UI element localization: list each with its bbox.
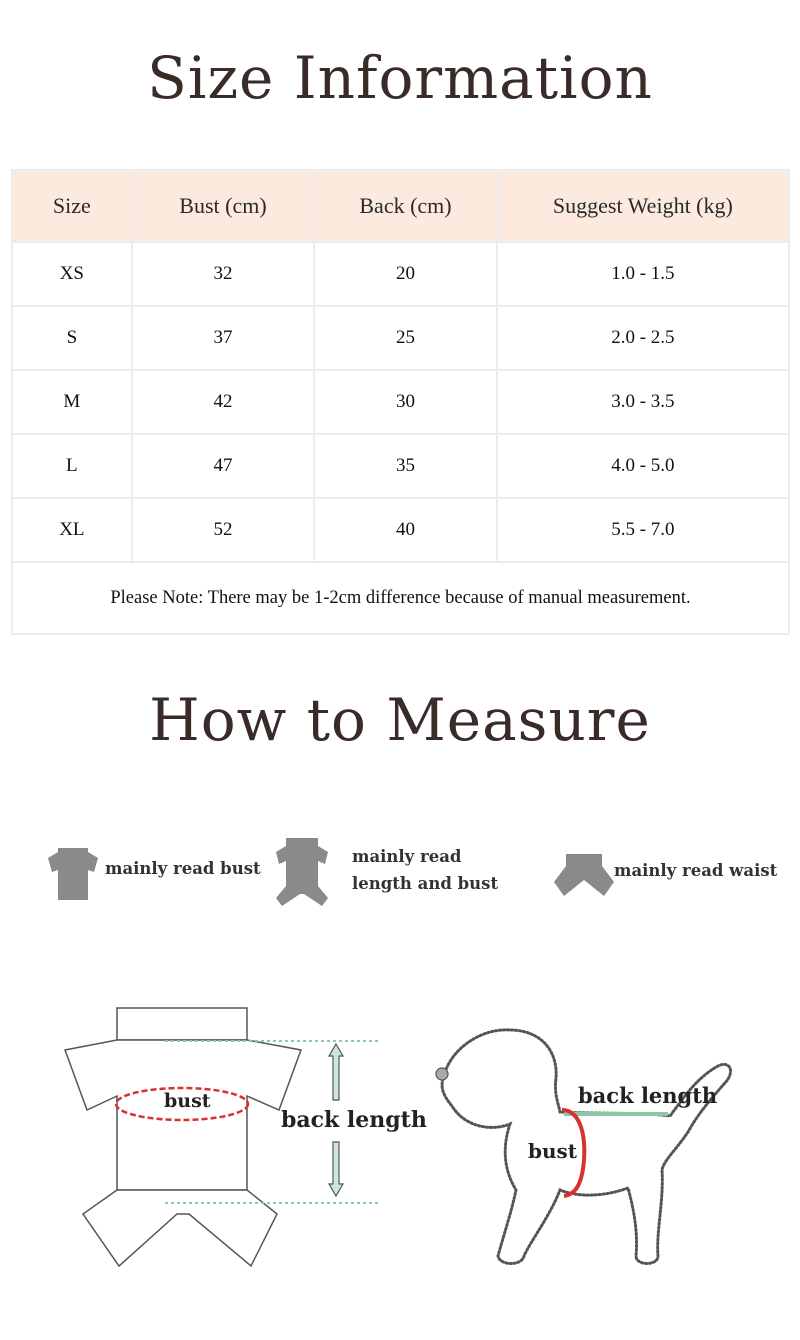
legend-bust-text: mainly read bust (105, 859, 261, 878)
header-bust: Bust (cm) (132, 170, 315, 242)
how-to-measure-title: How to Measure (149, 686, 651, 754)
cell-size: XS (12, 242, 132, 306)
table-row (12, 498, 789, 562)
cell-bust: 47 (132, 434, 315, 498)
dog-back-length-label: back length (578, 1083, 718, 1108)
header-back: Back (cm) (314, 170, 497, 242)
garment-diagram (55, 1000, 395, 1280)
note-row (12, 562, 789, 634)
table-row (12, 306, 789, 370)
header-weight: Suggest Weight (kg) (497, 170, 789, 242)
cell-back: 40 (314, 498, 497, 562)
measure-legend (0, 840, 800, 920)
header-size: Size (12, 170, 132, 242)
size-table (11, 169, 790, 635)
measurement-note: Please Note: There may be 1-2cm difference because of manual measurement. (12, 562, 789, 634)
dog-diagram (430, 1020, 750, 1280)
cell-weight: 1.0 - 1.5 (497, 242, 789, 306)
shirt-icon (44, 846, 102, 902)
cell-weight: 3.0 - 3.5 (497, 370, 789, 434)
jumpsuit-icon (270, 836, 334, 908)
cell-back: 30 (314, 370, 497, 434)
legend-waist-text: mainly read waist (614, 861, 778, 880)
dog-outline (442, 1030, 730, 1264)
cell-bust: 42 (132, 370, 315, 434)
cell-weight: 5.5 - 7.0 (497, 498, 789, 562)
cell-back: 20 (314, 242, 497, 306)
garment-back-length-label: back length (281, 1107, 427, 1133)
table-row (12, 370, 789, 434)
table-header-row (12, 170, 789, 242)
cell-size: L (12, 434, 132, 498)
dog-nose (436, 1068, 448, 1080)
cell-bust: 52 (132, 498, 315, 562)
cell-bust: 37 (132, 306, 315, 370)
size-information-title: Size Information (147, 44, 653, 112)
cell-size: S (12, 306, 132, 370)
garment-bust-label: bust (164, 1090, 211, 1112)
cell-back: 35 (314, 434, 497, 498)
pants-icon (552, 852, 616, 900)
cell-size: XL (12, 498, 132, 562)
legend-length-bust-line2: length and bust (352, 874, 499, 893)
legend-length-bust-line1: mainly read (352, 847, 462, 866)
table-row (12, 242, 789, 306)
table-row (12, 434, 789, 498)
cell-weight: 2.0 - 2.5 (497, 306, 789, 370)
cell-weight: 4.0 - 5.0 (497, 434, 789, 498)
dog-bust-label: bust (528, 1139, 578, 1163)
garment-outline (65, 1008, 301, 1266)
cell-size: M (12, 370, 132, 434)
cell-bust: 32 (132, 242, 315, 306)
cell-back: 25 (314, 306, 497, 370)
